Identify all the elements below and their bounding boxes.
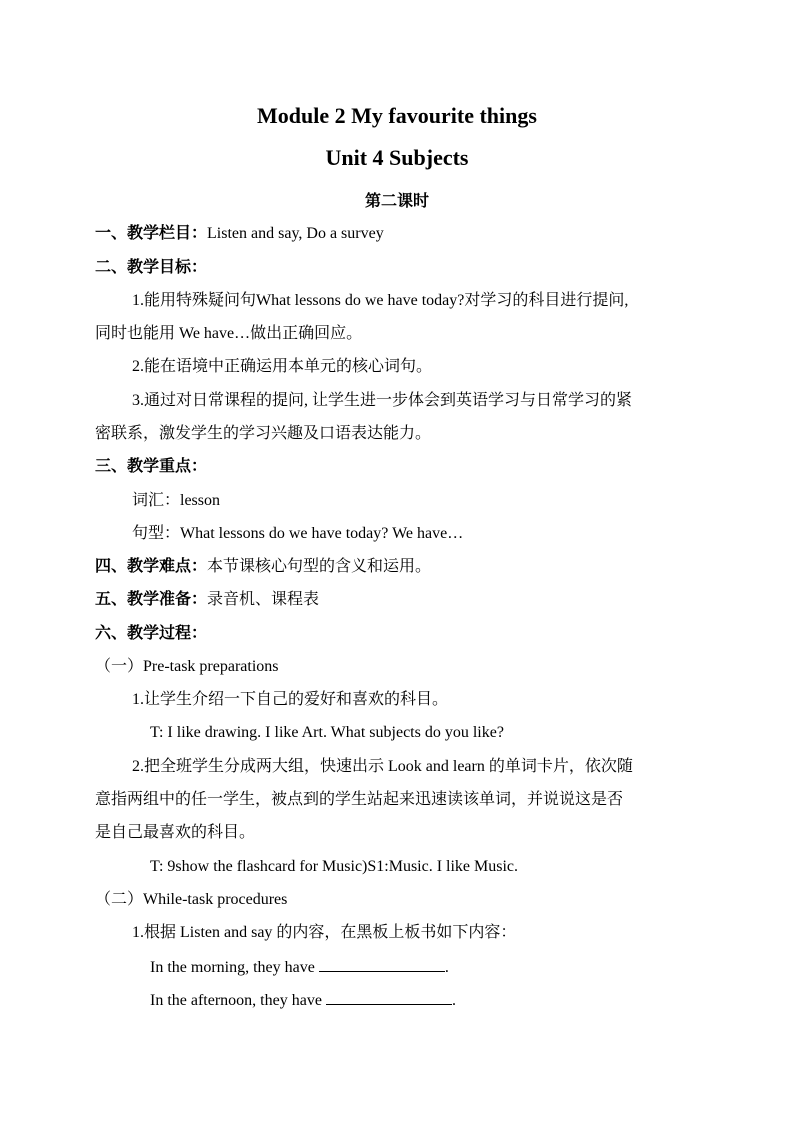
morning-text: In the morning, they have bbox=[150, 959, 315, 976]
afternoon-line bbox=[150, 990, 456, 1011]
afternoon-text: In the afternoon, they have bbox=[150, 992, 322, 1009]
pre-task-2a: 2.把全班学生分成两大组，快速出示 Look and learn 的单词卡片，依次随 bbox=[132, 758, 633, 775]
pre-task-1: 1.让学生介绍一下自己的爱好和喜欢的科目。 bbox=[132, 691, 449, 708]
morning-line bbox=[150, 957, 449, 978]
pre-task-2c: 是自己最喜欢的科目。 bbox=[95, 824, 256, 841]
while-task-heading: （二）While-task procedures bbox=[95, 891, 288, 908]
section-2-label: 二、教学目标： bbox=[95, 259, 208, 276]
lesson-label: 第二课时 bbox=[364, 193, 429, 210]
unit-title: Unit 4 Subjects bbox=[325, 145, 469, 170]
objective-1a: 1.能用特殊疑问句What lessons do we have today?对学习的科目进行提问, bbox=[132, 292, 629, 309]
section-6-label: 六、教学过程： bbox=[95, 625, 208, 642]
key-sentence: 句型：What lessons do we have today? We have… bbox=[132, 525, 464, 542]
module-title: Module 2 My favourite things bbox=[257, 103, 537, 128]
objective-2: 2.能在语境中正确运用本单元的核心词句。 bbox=[132, 358, 433, 375]
section-5-text: 录音机、课程表 bbox=[207, 591, 320, 608]
section-1 bbox=[95, 224, 384, 244]
afternoon-blank bbox=[326, 990, 452, 1005]
while-task-1: 1.根据 Listen and say 的内容，在黑板上板书如下内容： bbox=[132, 924, 517, 941]
pre-task-1-dialogue: T: I like drawing. I like Art. What subjects do you like? bbox=[150, 724, 504, 741]
objective-3b: 密联系，激发学生的学习兴趣及口语表达能力。 bbox=[95, 425, 432, 442]
section-4 bbox=[95, 557, 431, 577]
pre-task-2b: 意指两组中的任一学生，被点到的学生站起来迅速读该单词，并说说这是否 bbox=[95, 791, 624, 808]
section-4-label: 四、教学难点： bbox=[95, 558, 208, 575]
objective-3a: 3.通过对日常课程的提问, 让学生进一步体会到英语学习与日常学习的紧 bbox=[132, 392, 633, 409]
section-1-text: Listen and say, Do a survey bbox=[207, 225, 384, 242]
section-3-label: 三、教学重点： bbox=[95, 458, 208, 475]
section-5 bbox=[95, 590, 319, 610]
section-4-text: 本节课核心句型的含义和运用。 bbox=[207, 558, 432, 575]
morning-period: . bbox=[444, 959, 449, 976]
afternoon-period: . bbox=[451, 992, 456, 1009]
key-vocab: 词汇：lesson bbox=[132, 492, 221, 509]
morning-blank bbox=[319, 957, 445, 972]
objective-1b: 同时也能用 We have…做出正确回应。 bbox=[95, 325, 363, 342]
section-1-label: 一、教学栏目： bbox=[95, 225, 208, 242]
pre-task-heading: （一）Pre-task preparations bbox=[95, 658, 279, 675]
section-5-label: 五、教学准备： bbox=[95, 591, 208, 608]
pre-task-2-dialogue: T: 9show the flashcard for Music)S1:Music. I like Music. bbox=[150, 858, 519, 875]
